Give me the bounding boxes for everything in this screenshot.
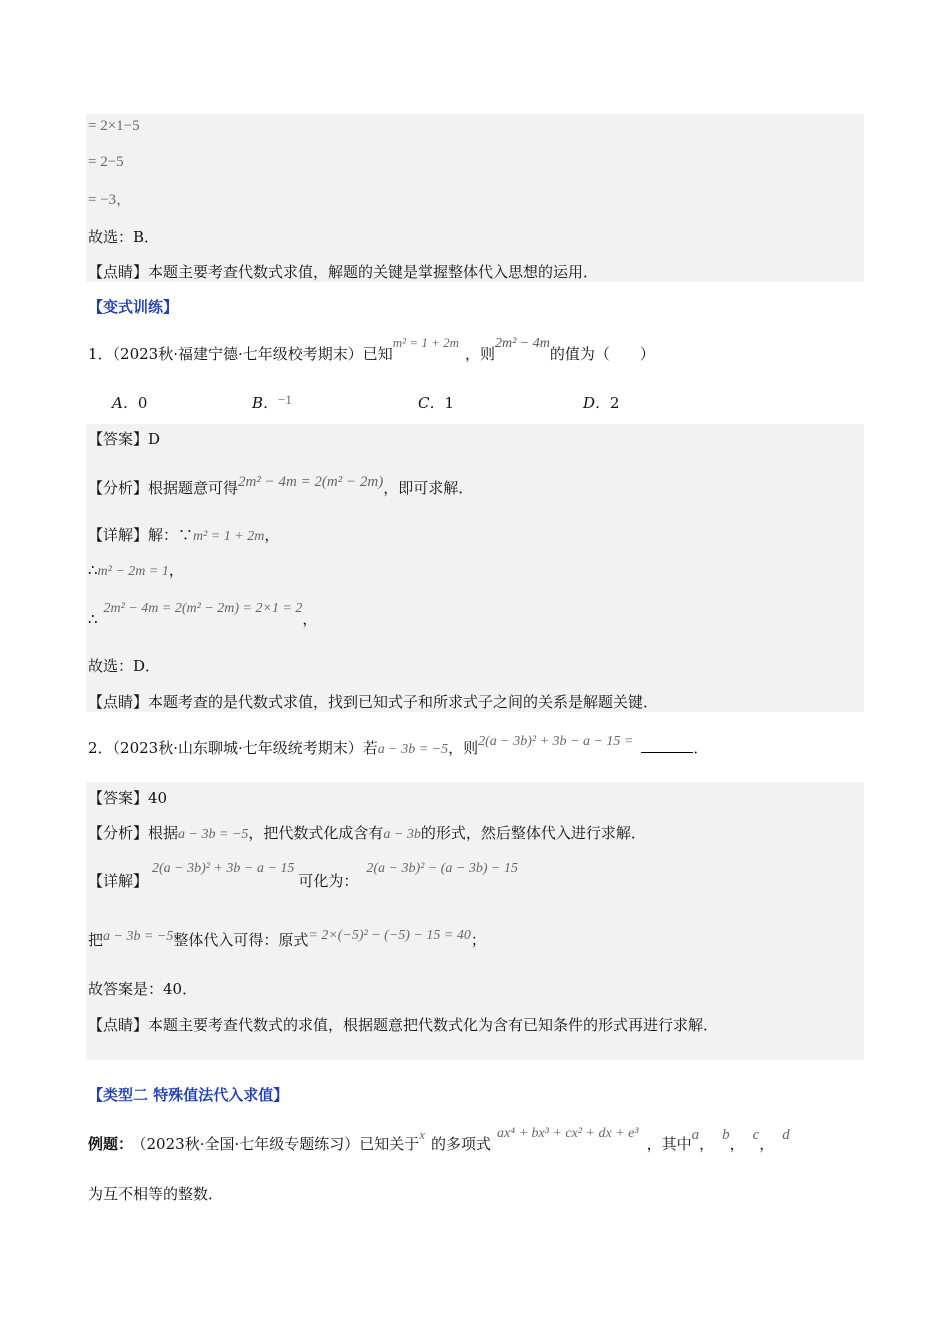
option-b-value: −1 <box>278 392 292 407</box>
q2-sub-expr2: = 2×(−5)² − (−5) − 15 = 40 <box>308 928 471 943</box>
example-comma-2: ， <box>729 1135 745 1153</box>
q2-mid: ，则 <box>448 739 479 757</box>
calc-line-1: = 2×1−5 <box>88 118 140 134</box>
example-comma-3: ， <box>759 1135 775 1153</box>
choice-line: 故选：B． <box>88 228 160 246</box>
q1-tail: 的值为（ ） <box>549 345 655 363</box>
option-a-label: A． <box>112 394 138 412</box>
example-b: b <box>722 1127 730 1143</box>
q2-answer-blank[interactable] <box>641 738 693 753</box>
example-a: a <box>691 1127 700 1143</box>
q1-detail-pre: 【详解】解：∵ <box>88 526 194 544</box>
q1-detail <box>88 524 279 545</box>
q1-stem <box>88 335 655 364</box>
q2-analysis <box>88 822 646 843</box>
q2-detail-label: 【详解】 <box>88 872 149 890</box>
q1-analysis-expr: 2m² − 4m = 2(m² − 2m) <box>238 474 384 490</box>
q1-step1-expr: m² − 2m = 1 <box>97 564 169 579</box>
example-line2: 为互不相等的整数． <box>88 1185 224 1203</box>
q1-detail-expr: m² = 1 + 2m <box>193 529 265 544</box>
q1-step1-pre: ∴ <box>88 561 98 579</box>
example-comma-1: ， <box>699 1135 715 1153</box>
calc-line-2: = 2−5 <box>88 154 124 170</box>
example-c: c <box>752 1127 760 1143</box>
q2-note: 【点睛】本题主要考查代数式的求值，根据题意把代数式化为含有已知条件的形式再进行求解． <box>88 1016 719 1034</box>
example-poly: ax⁴ + bx³ + cx² + dx + e³ <box>497 1126 639 1141</box>
q2-detail-mid: 可化为： <box>298 872 359 890</box>
q2-tail: ． <box>693 739 709 757</box>
solution-box-top <box>86 114 864 282</box>
example-stem-text: （2023秋·全国·七年级专题练习）已知关于 <box>139 1135 420 1153</box>
q2-target: 2(a − 3b)² + 3b − a − 15 = <box>478 734 634 749</box>
q1-target: 2m² − 4m <box>495 336 550 351</box>
q1-step1-post: ， <box>168 561 184 579</box>
calc-line-3: = −3， <box>88 192 132 208</box>
q1-option-a <box>112 392 147 413</box>
q2-substitution <box>88 929 486 950</box>
option-c-label: C． <box>418 394 445 412</box>
q2-analysis-mid: ，把代数式化成含有 <box>248 824 384 842</box>
q2-sub-expr: a − 3b = −5 <box>103 929 174 944</box>
q1-option-b <box>252 392 292 413</box>
q1-step1 <box>88 559 184 580</box>
q1-choice: 故选：D． <box>88 657 161 675</box>
example-d: d <box>782 1127 790 1143</box>
q2-analysis-expr2: a − 3b <box>383 827 421 842</box>
option-a-value: 0 <box>137 394 148 412</box>
q2-sub-post: ； <box>470 931 486 949</box>
example-var: x <box>419 1127 426 1142</box>
q2-analysis-expr1: a − 3b = −5 <box>178 827 249 842</box>
q1-stem-text: 1．（2023秋·福建宁德·七年级校考期末）已知 <box>88 345 393 363</box>
q1-step2-post: ， <box>302 610 318 628</box>
q1-given: m² = 1 + 2m <box>392 335 459 350</box>
example-stem <box>88 1126 790 1154</box>
q1-detail-post: ， <box>264 526 280 544</box>
example-mid: 的多项式 <box>431 1135 492 1153</box>
q2-detail-expr1: 2(a − 3b)² + 3b − a − 15 <box>152 861 295 876</box>
q1-analysis <box>88 474 474 498</box>
q2-given: a − 3b = −5 <box>377 742 449 757</box>
option-d-label: D． <box>583 394 611 412</box>
q1-option-d <box>583 392 620 413</box>
option-d-value: 2 <box>610 394 620 412</box>
option-b-label: B． <box>252 394 279 412</box>
q1-mid: ，则 <box>464 345 495 363</box>
q2-stem-text: 2．（2023秋·山东聊城·七年级统考期末）若 <box>88 739 378 757</box>
type2-heading: 【类型二 特殊值法代入求值】 <box>88 1086 289 1104</box>
note-line: 【点睛】本题主要考查代数式求值，解题的关键是掌握整体代入思想的运用． <box>88 263 599 281</box>
q1-step2-expr: 2m² − 4m = 2(m² − 2m) = 2×1 = 2 <box>103 601 303 616</box>
q2-sub-pre: 把 <box>88 931 104 949</box>
q2-sub-mid: 整体代入可得：原式 <box>173 931 309 949</box>
q2-detail-expr2: 2(a − 3b)² − (a − 3b) − 15 <box>366 861 518 876</box>
q2-stem <box>88 734 709 758</box>
q1-step2 <box>88 601 318 629</box>
example-label: 例题： <box>88 1135 134 1153</box>
q2-analysis-pre: 【分析】根据 <box>88 824 179 842</box>
q1-answer: 【答案】D <box>88 430 161 448</box>
q2-conclusion: 故答案是：40． <box>88 980 198 998</box>
q1-note: 【点睛】本题考查的是代数式求值，找到已知式子和所求式子之间的关系是解题关键． <box>88 693 659 711</box>
q2-analysis-post: 的形式，然后整体代入进行求解． <box>420 824 646 842</box>
variant-heading: 【变式训练】 <box>88 298 179 316</box>
q2-detail <box>88 861 518 891</box>
q1-analysis-pre: 【分析】根据题意可得 <box>88 479 239 497</box>
solution-box-q1 <box>86 424 864 712</box>
example-where: ，其中 <box>646 1135 692 1153</box>
q2-answer: 【答案】40 <box>88 789 168 807</box>
q1-option-c <box>418 392 454 413</box>
q1-analysis-post: ，即可求解． <box>383 479 474 497</box>
q1-step2-pre: ∴ <box>88 610 98 628</box>
option-c-value: 1 <box>444 394 455 412</box>
